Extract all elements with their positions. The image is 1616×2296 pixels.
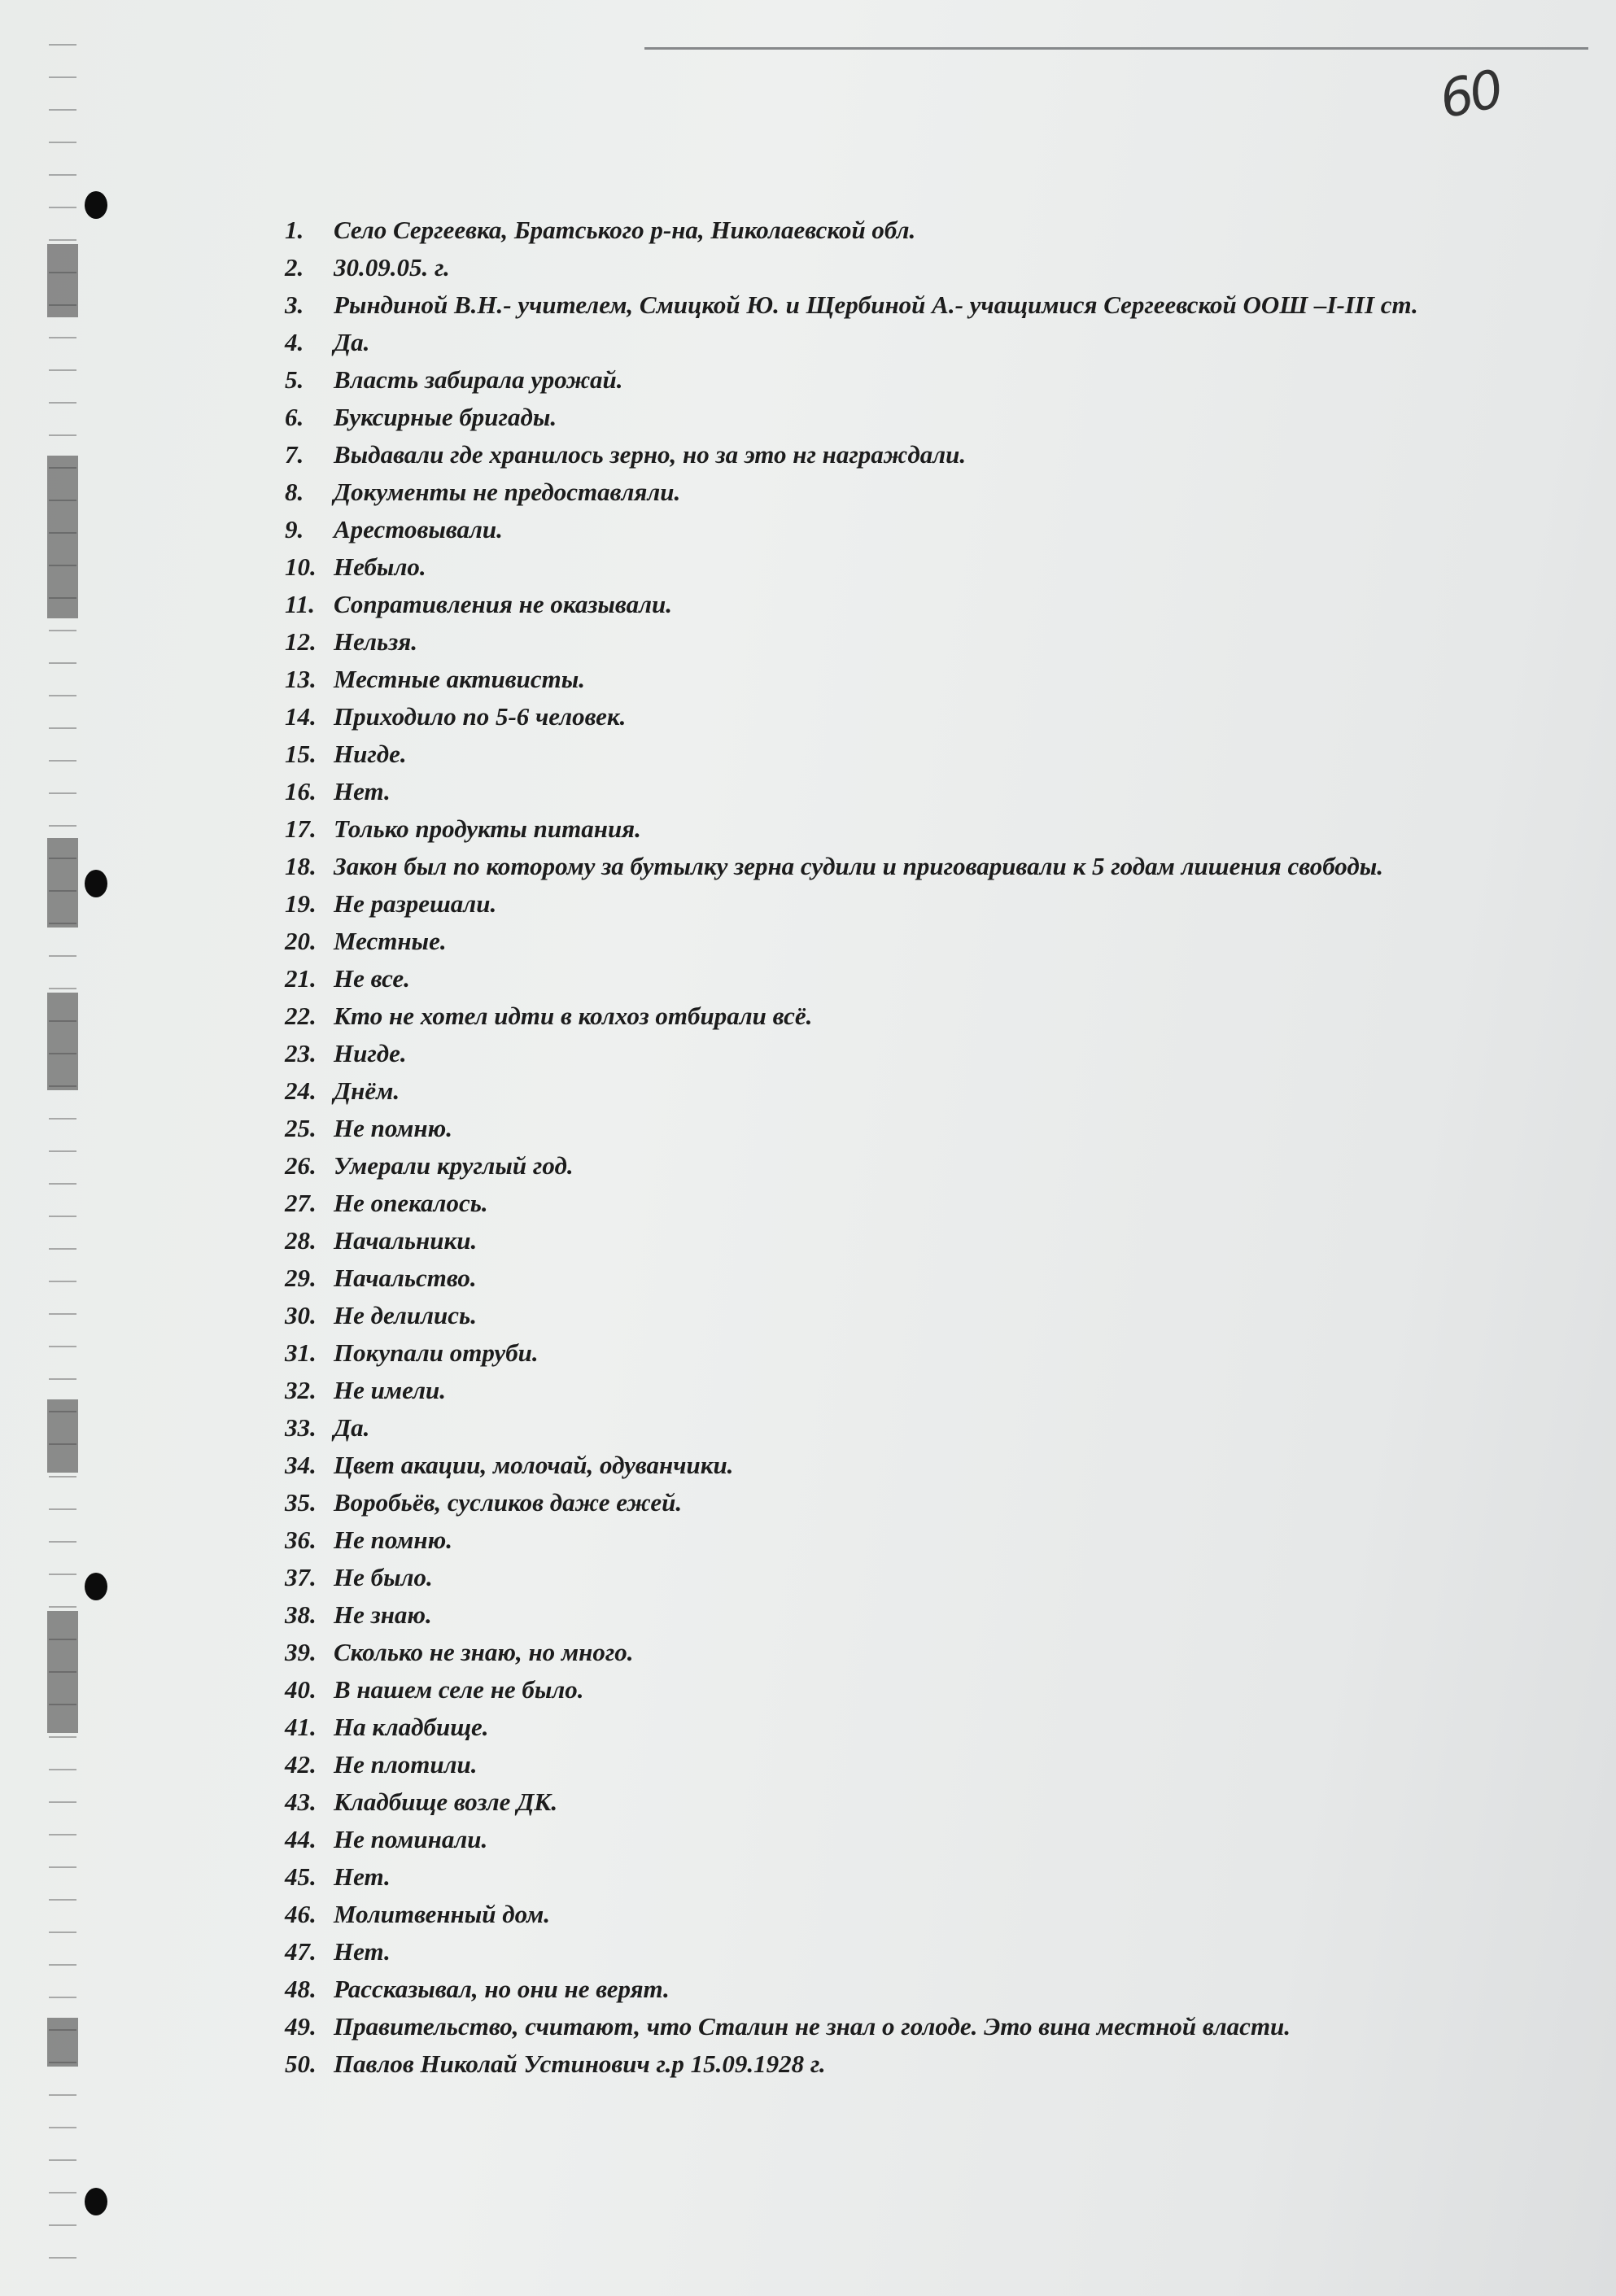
item-number: 17. bbox=[285, 814, 317, 843]
item-number: 44. bbox=[285, 1825, 317, 1853]
list-item bbox=[285, 623, 1554, 661]
item-number: 49. bbox=[285, 2012, 317, 2041]
list-item bbox=[285, 1409, 1554, 1447]
list-item bbox=[285, 324, 1554, 361]
list-item bbox=[285, 1521, 1554, 1559]
list-item bbox=[285, 1484, 1554, 1521]
list-item bbox=[285, 661, 1554, 698]
item-number: 27. bbox=[285, 1189, 317, 1217]
item-text: Да. bbox=[334, 328, 370, 356]
item-text: Местные активисты. bbox=[334, 665, 585, 693]
item-number: 30. bbox=[285, 1301, 317, 1329]
item-text: Буксирные бригады. bbox=[334, 403, 557, 431]
list-item bbox=[285, 1559, 1554, 1596]
list-item bbox=[285, 474, 1554, 511]
list-item bbox=[285, 1447, 1554, 1484]
item-text: Не знаю. bbox=[334, 1600, 432, 1629]
list-item bbox=[285, 1596, 1554, 1634]
item-text: Не было. bbox=[334, 1563, 433, 1591]
punch-hole bbox=[85, 2188, 107, 2215]
list-item bbox=[285, 1035, 1554, 1072]
item-text: Село Сергеевка, Братського р-на, Николаевской обл. bbox=[334, 216, 916, 244]
item-text: 30.09.05. г. bbox=[334, 253, 450, 282]
item-text: Начальники. bbox=[334, 1226, 478, 1255]
item-number: 13. bbox=[285, 665, 317, 693]
scan-edge-blot bbox=[47, 2018, 78, 2067]
item-text: Выдавали где хранилось зерно, но за это нг награждали. bbox=[334, 440, 967, 469]
punch-hole bbox=[85, 870, 107, 897]
item-text: Не помню. bbox=[334, 1114, 453, 1142]
scan-edge-noise bbox=[49, 33, 76, 2278]
item-text: Не разрешали. bbox=[334, 889, 497, 918]
item-number: 5. bbox=[285, 365, 304, 394]
list-item bbox=[285, 773, 1554, 810]
item-number: 38. bbox=[285, 1600, 317, 1629]
item-number: 3. bbox=[285, 290, 304, 319]
item-text: Закон был по которому за бутылку зерна судили и приговаривали к 5 годам лишения свободы. bbox=[334, 852, 1383, 880]
list-item bbox=[285, 1896, 1554, 1933]
item-number: 41. bbox=[285, 1713, 317, 1741]
item-text: Арестовывали. bbox=[334, 515, 503, 543]
item-number: 39. bbox=[285, 1638, 317, 1666]
item-number: 26. bbox=[285, 1151, 317, 1180]
list-item bbox=[285, 736, 1554, 773]
item-number: 50. bbox=[285, 2049, 317, 2078]
item-text: На кладбище. bbox=[334, 1713, 489, 1741]
item-number: 8. bbox=[285, 478, 304, 506]
item-number: 28. bbox=[285, 1226, 317, 1255]
punch-hole bbox=[85, 191, 107, 219]
item-number: 34. bbox=[285, 1451, 317, 1479]
item-text: Не поминали. bbox=[334, 1825, 488, 1853]
item-number: 43. bbox=[285, 1787, 317, 1816]
list-item bbox=[285, 1709, 1554, 1746]
list-item bbox=[285, 810, 1554, 848]
item-number: 36. bbox=[285, 1526, 317, 1554]
list-item bbox=[285, 960, 1554, 997]
list-item bbox=[285, 1671, 1554, 1709]
list-item bbox=[285, 511, 1554, 548]
list-item bbox=[285, 1297, 1554, 1334]
list-item bbox=[285, 923, 1554, 960]
item-text: Небыло. bbox=[334, 552, 426, 581]
handwritten-page-number: 60 bbox=[1435, 59, 1506, 131]
list-item bbox=[285, 548, 1554, 586]
item-text: Нет. bbox=[334, 1937, 391, 1966]
item-number: 6. bbox=[285, 403, 304, 431]
top-rule bbox=[644, 47, 1588, 50]
item-number: 45. bbox=[285, 1862, 317, 1891]
item-text: Не имели. bbox=[334, 1376, 446, 1404]
item-number: 23. bbox=[285, 1039, 317, 1067]
item-text: Приходило по 5-6 человек. bbox=[334, 702, 627, 731]
list-item bbox=[285, 586, 1554, 623]
list-item bbox=[285, 848, 1554, 885]
list-item bbox=[285, 1858, 1554, 1896]
list-item bbox=[285, 1110, 1554, 1147]
scan-edge-blot bbox=[47, 456, 78, 618]
scan-edge-blot bbox=[47, 1399, 78, 1473]
item-number: 21. bbox=[285, 964, 317, 993]
list-item bbox=[285, 1746, 1554, 1783]
item-text: Не делились. bbox=[334, 1301, 477, 1329]
item-number: 47. bbox=[285, 1937, 317, 1966]
scan-edge-blot bbox=[47, 993, 78, 1090]
item-number: 48. bbox=[285, 1975, 317, 2003]
item-text: Кто не хотел идти в колхоз отбирали всё. bbox=[334, 1002, 813, 1030]
list-item bbox=[285, 1259, 1554, 1297]
item-text: Нет. bbox=[334, 777, 391, 805]
list-item bbox=[285, 1185, 1554, 1222]
item-text: Сколько не знаю, но много. bbox=[334, 1638, 634, 1666]
item-number: 1. bbox=[285, 216, 304, 244]
item-number: 10. bbox=[285, 552, 317, 581]
list-item bbox=[285, 997, 1554, 1035]
item-text: В нашем селе не было. bbox=[334, 1675, 584, 1704]
item-number: 20. bbox=[285, 927, 317, 955]
list-item bbox=[285, 286, 1554, 324]
punch-hole bbox=[85, 1573, 107, 1600]
item-text: Рассказывал, но они не верят. bbox=[334, 1975, 670, 2003]
item-text: Днём. bbox=[334, 1076, 400, 1105]
item-text: Да. bbox=[334, 1413, 370, 1442]
item-number: 2. bbox=[285, 253, 304, 282]
item-text: Только продукты питания. bbox=[334, 814, 641, 843]
list-item bbox=[285, 1933, 1554, 1971]
list-item bbox=[285, 1821, 1554, 1858]
list-item bbox=[285, 2008, 1554, 2045]
item-number: 46. bbox=[285, 1900, 317, 1928]
item-number: 33. bbox=[285, 1413, 317, 1442]
item-number: 37. bbox=[285, 1563, 317, 1591]
list-item bbox=[285, 212, 1554, 249]
item-number: 22. bbox=[285, 1002, 317, 1030]
list-item bbox=[285, 2045, 1554, 2083]
item-text: Умерали круглый год. bbox=[334, 1151, 574, 1180]
item-text: Не помню. bbox=[334, 1526, 453, 1554]
item-text: Кладбище возле ДК. bbox=[334, 1787, 558, 1816]
list-item bbox=[285, 1072, 1554, 1110]
item-text: Не опекалось. bbox=[334, 1189, 488, 1217]
list-item bbox=[285, 1971, 1554, 2008]
list-item bbox=[285, 1222, 1554, 1259]
list-item bbox=[285, 1334, 1554, 1372]
item-text: Нигде. bbox=[334, 1039, 407, 1067]
item-text: Местные. bbox=[334, 927, 447, 955]
item-number: 11. bbox=[285, 590, 316, 618]
list-item bbox=[285, 1372, 1554, 1409]
item-text: Нельзя. bbox=[334, 627, 417, 656]
item-number: 29. bbox=[285, 1264, 317, 1292]
list-item bbox=[285, 1783, 1554, 1821]
item-text: Покупали отруби. bbox=[334, 1338, 539, 1367]
list-item bbox=[285, 399, 1554, 436]
item-text: Не все. bbox=[334, 964, 410, 993]
item-number: 7. bbox=[285, 440, 304, 469]
item-text: Власть забирала урожай. bbox=[334, 365, 623, 394]
item-text: Рындиной В.Н.- учителем, Смицкой Ю. и Щербиной А.- учащимися Сергеевской ООШ –I-III ст. bbox=[334, 290, 1418, 319]
list-item bbox=[285, 1634, 1554, 1671]
scan-edge-blot bbox=[47, 1611, 78, 1733]
item-number: 12. bbox=[285, 627, 317, 656]
scan-edge-blot bbox=[47, 244, 78, 317]
item-number: 35. bbox=[285, 1488, 317, 1517]
item-number: 24. bbox=[285, 1076, 317, 1105]
scan-edge-blot bbox=[47, 838, 78, 928]
item-number: 32. bbox=[285, 1376, 317, 1404]
item-number: 18. bbox=[285, 852, 317, 880]
item-number: 31. bbox=[285, 1338, 317, 1367]
list-item bbox=[285, 249, 1554, 286]
item-number: 9. bbox=[285, 515, 304, 543]
list-item bbox=[285, 698, 1554, 736]
list-item bbox=[285, 885, 1554, 923]
item-text: Сопративления не оказывали. bbox=[334, 590, 672, 618]
list-item bbox=[285, 436, 1554, 474]
item-text: Документы не предоставляли. bbox=[334, 478, 681, 506]
item-number: 15. bbox=[285, 740, 317, 768]
item-text: Начальство. bbox=[334, 1264, 477, 1292]
item-number: 25. bbox=[285, 1114, 317, 1142]
item-text: Нет. bbox=[334, 1862, 391, 1891]
item-number: 14. bbox=[285, 702, 317, 731]
item-number: 16. bbox=[285, 777, 317, 805]
item-text: Молитвенный дом. bbox=[334, 1900, 550, 1928]
answer-list bbox=[285, 212, 1554, 2083]
item-number: 4. bbox=[285, 328, 304, 356]
item-text: Воробьёв, сусликов даже ежей. bbox=[334, 1488, 683, 1517]
item-text: Не плотили. bbox=[334, 1750, 478, 1779]
item-text: Правительство, считают, что Сталин не знал о голоде. Это вина местной власти. bbox=[334, 2012, 1291, 2041]
item-number: 42. bbox=[285, 1750, 317, 1779]
item-text: Цвет акации, молочай, одуванчики. bbox=[334, 1451, 734, 1479]
item-text: Нигде. bbox=[334, 740, 407, 768]
list-item bbox=[285, 361, 1554, 399]
item-text: Павлов Николай Устинович г.р 15.09.1928 г. bbox=[334, 2049, 826, 2078]
list-item bbox=[285, 1147, 1554, 1185]
item-number: 19. bbox=[285, 889, 317, 918]
item-number: 40. bbox=[285, 1675, 317, 1704]
